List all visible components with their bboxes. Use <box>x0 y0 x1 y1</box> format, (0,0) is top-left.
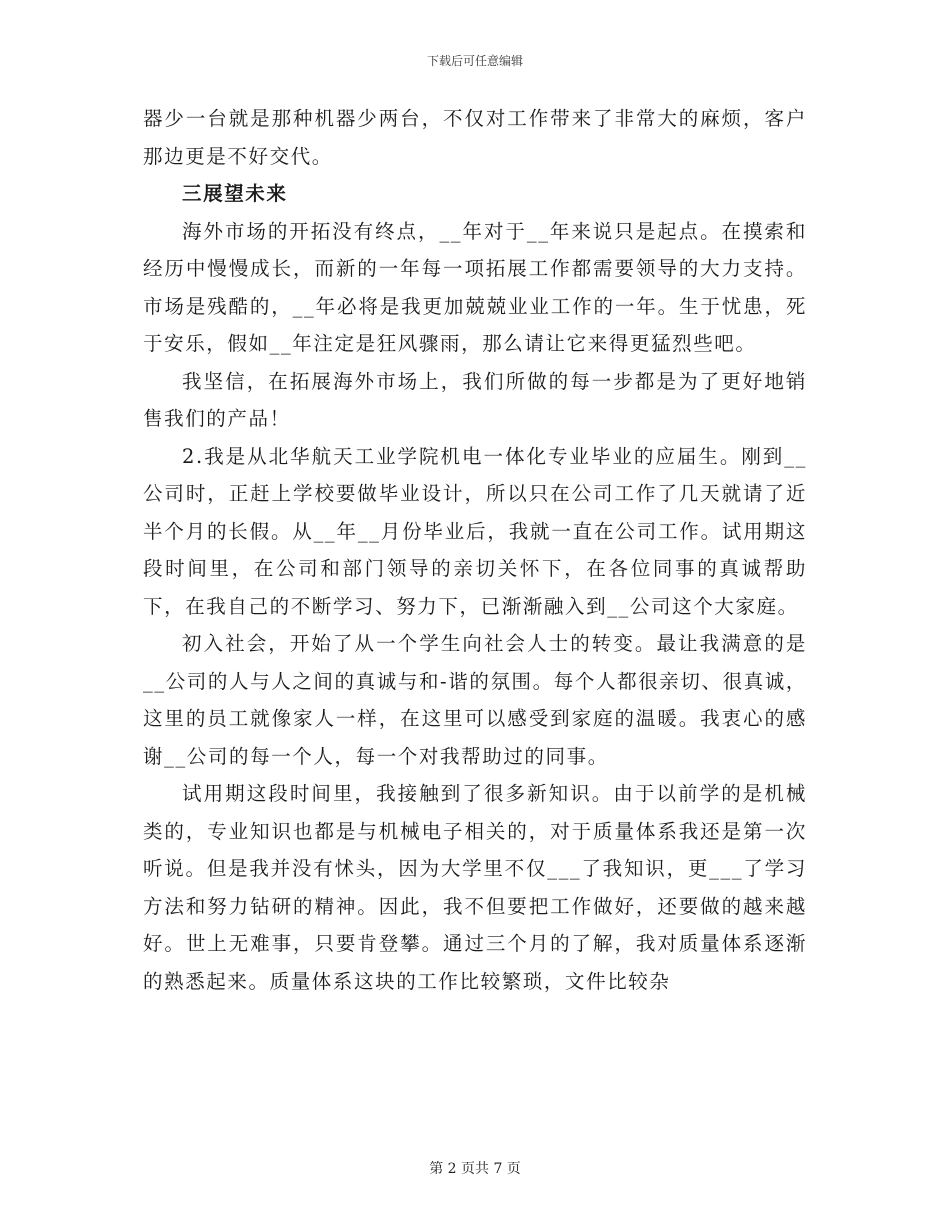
page-header: 下载后可任意编辑 <box>426 54 523 68</box>
paragraph: 试用期这段时间里，我接触到了很多新知识。由于以前学的是机械类的，专业知识也都是与机械电子相关的，对于质量体系我还是第一次听说。但是我并没有怵头，因为大学里不仅___了我知识，更___了学习方法和努力钻研的精神。因此，我不但要把工作做好，还要做的越来越好。世上无难事，只要肯登攀。通过三个月的了解，我对质量体系逐渐的熟悉起来。质量体系这块的工作比较繁琐，文件比较杂 <box>143 782 807 993</box>
section-heading: 三展望未来 <box>182 182 288 205</box>
page-number: 第 2 页共 7 页 <box>429 1161 521 1177</box>
paragraph: 初入社会，开始了从一个学生向社会人士的转变。最让我满意的是__公司的人与人之间的真诚与和-谐的氛围。每个人都很亲切、很真诚，这里的员工就像家人一样，在这里可以感受到家庭的温暖。我衷心的感谢__公司的每一个人，每一个对我帮助过的同事。 <box>143 632 807 768</box>
paragraph-continued: 器少一台就是那种机器少两台，不仅对工作带来了非常大的麻烦，客户那边更是不好交代。 <box>143 107 807 168</box>
document-body <box>143 100 807 1000</box>
paragraph: 2.我是从北华航天工业学院机电一体化专业毕业的应届生。刚到__公司时，正赶上学校要做毕业设计，所以只在公司工作了几天就请了近半个月的长假。从__年__月份毕业后，我就一直在公司工作。试用期这段时间里，在公司和部门领导的亲切关怀下，在各位同事的真诚帮助下，在我自己的不断学习、努力下，已渐渐融入到__公司这个大家庭。 <box>143 444 807 618</box>
paragraph: 海外市场的开拓没有终点，__年对于__年来说只是起点。在摸索和经历中慢慢成长，而新的一年每一项拓展工作都需要领导的大力支持。市场是残酷的，__年必将是我更加兢兢业业工作的一年。生于忧患，死于安乐，假如__年注定是狂风骤雨，那么请让它来得更猛烈些吧。 <box>143 219 807 355</box>
paragraph: 我坚信，在拓展海外市场上，我们所做的每一步都是为了更好地销售我们的产品！ <box>143 369 807 430</box>
